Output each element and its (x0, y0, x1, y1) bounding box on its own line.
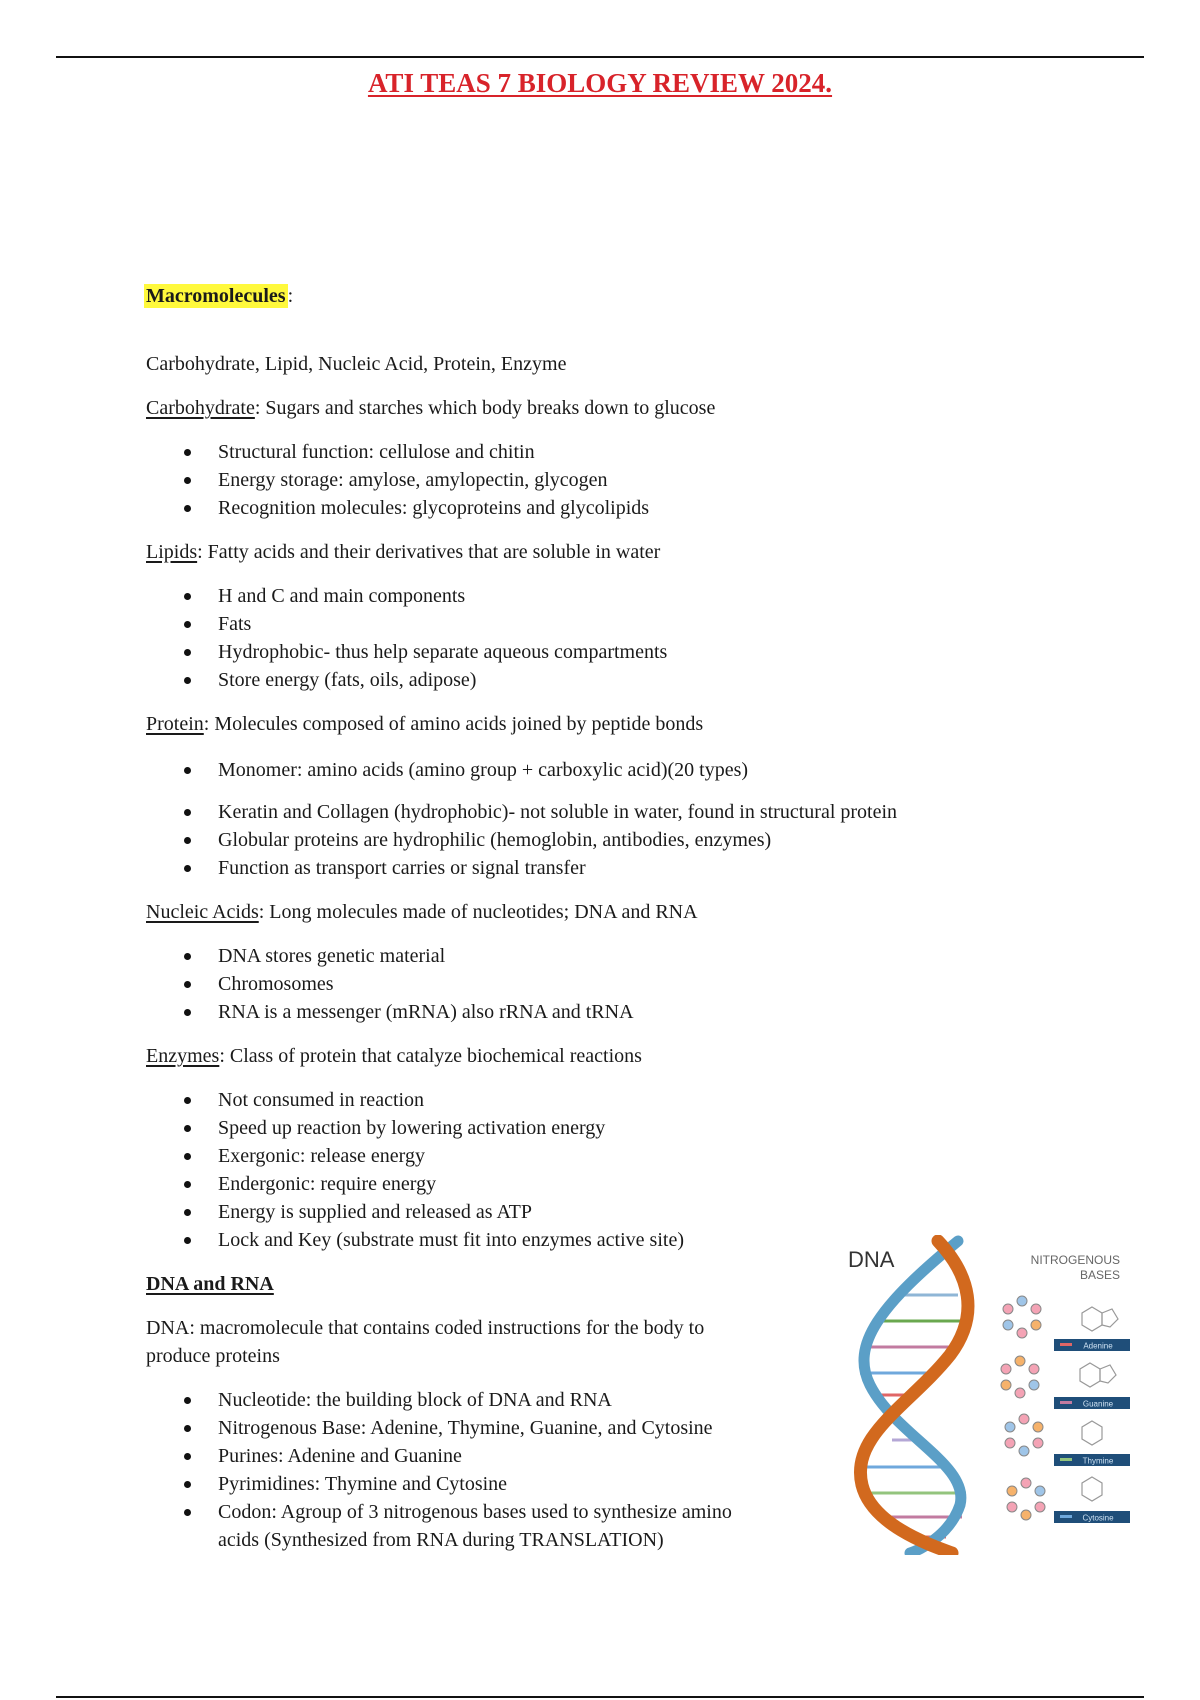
list-item: RNA is a messenger (mRNA) also rRNA and tRNA (146, 998, 986, 1026)
list-item: Fats (146, 610, 986, 638)
document-title: ATI TEAS 7 BIOLOGY REVIEW 2024. (367, 68, 833, 98)
list-item: Not consumed in reaction (146, 1086, 986, 1114)
bases-label-line1: NITROGENOUS (1030, 1253, 1120, 1267)
nucleic-acids-definition: Nucleic Acids: Long molecules made of nucleotides; DNA and RNA (146, 901, 698, 923)
dna-label: DNA (848, 1247, 895, 1272)
list-item: Recognition molecules: glycoproteins and glycolipids (146, 494, 986, 522)
protein-definition: Protein: Molecules composed of amino acids joined by peptide bonds (146, 713, 704, 735)
molecule-models (1001, 1296, 1045, 1520)
dna-rna-heading: DNA and RNA (146, 1273, 274, 1295)
list-item: Chromosomes (146, 970, 986, 998)
section-heading: Macromolecules : (146, 285, 294, 307)
list-item: Hydrophobic- thus help separate aqueous compartments (146, 638, 986, 666)
list-item: Energy storage: amylose, amylopectin, glycogen (146, 466, 986, 494)
enzymes-list (146, 1086, 986, 1254)
enzymes-term: Enzymes (146, 1045, 220, 1067)
lipids-definition: Lipids: Fatty acids and their derivatives that are soluble in water (146, 541, 661, 563)
cytosine-label: Cytosine (1082, 1513, 1114, 1523)
dna-figure (840, 1235, 1140, 1555)
list-item: Function as transport carries or signal transfer (146, 854, 986, 882)
dna-definition: DNA: macromolecule that contains coded instructions for the body to produce proteins (146, 1317, 705, 1367)
dna-rna-list (146, 1386, 806, 1554)
list-item: DNA stores genetic material (146, 942, 986, 970)
list-item: Pyrimidines: Thymine and Cytosine (146, 1470, 806, 1498)
list-item: Keratin and Collagen (hydrophobic)- not soluble in water, found in structural protein (146, 798, 986, 826)
protein-list-first (146, 756, 986, 784)
base-label-tags (1054, 1339, 1130, 1523)
list-item: Globular proteins are hydrophilic (hemoglobin, antibodies, enzymes) (146, 826, 986, 854)
list-item: Monomer: amino acids (amino group + carboxylic acid)(20 types) (146, 756, 986, 784)
macromolecules-heading: Macromolecules (146, 285, 286, 307)
list-item: H and C and main components (146, 582, 986, 610)
dna-helix-illustration (840, 1235, 1140, 1555)
adenine-label: Adenine (1083, 1341, 1113, 1351)
list-item: Codon: Agroup of 3 nitrogenous bases used to synthesize amino acids (Synthesized from RNA during TRANSLATION) (146, 1498, 806, 1554)
list-item: Lock and Key (substrate must fit into enzymes active site) (146, 1226, 986, 1254)
nucleic-acids-term: Nucleic Acids (146, 901, 259, 923)
thymine-label: Thymine (1082, 1456, 1114, 1466)
carbohydrate-term: Carbohydrate (146, 397, 255, 419)
lipids-term: Lipids (146, 541, 198, 563)
enzymes-definition: Enzymes: Class of protein that catalyze biochemical reactions (146, 1045, 642, 1067)
carbohydrate-definition: Carbohydrate: Sugars and starches which body breaks down to glucose (146, 397, 716, 419)
carbohydrate-list (146, 438, 986, 522)
lipids-list (146, 582, 986, 694)
list-item: Speed up reaction by lowering activation energy (146, 1114, 986, 1142)
list-item: Structural function: cellulose and chitin (146, 438, 986, 466)
guanine-label: Guanine (1082, 1399, 1114, 1409)
top-rule (56, 56, 1144, 58)
nucleic-acids-list (146, 942, 986, 1026)
list-item: Endergonic: require energy (146, 1170, 986, 1198)
protein-list (146, 798, 986, 882)
list-item: Nucleotide: the building block of DNA and RNA (146, 1386, 806, 1414)
protein-term: Protein (146, 713, 204, 735)
macromolecules-intro: Carbohydrate, Lipid, Nucleic Acid, Protein, Enzyme (146, 353, 567, 375)
list-item: Exergonic: release energy (146, 1142, 986, 1170)
bases-label-line2: BASES (1079, 1268, 1120, 1282)
list-item: Store energy (fats, oils, adipose) (146, 666, 986, 694)
bottom-rule (56, 1696, 1144, 1698)
list-item: Purines: Adenine and Guanine (146, 1442, 806, 1470)
list-item: Nitrogenous Base: Adenine, Thymine, Guanine, and Cytosine (146, 1414, 806, 1442)
list-item: Energy is supplied and released as ATP (146, 1198, 986, 1226)
